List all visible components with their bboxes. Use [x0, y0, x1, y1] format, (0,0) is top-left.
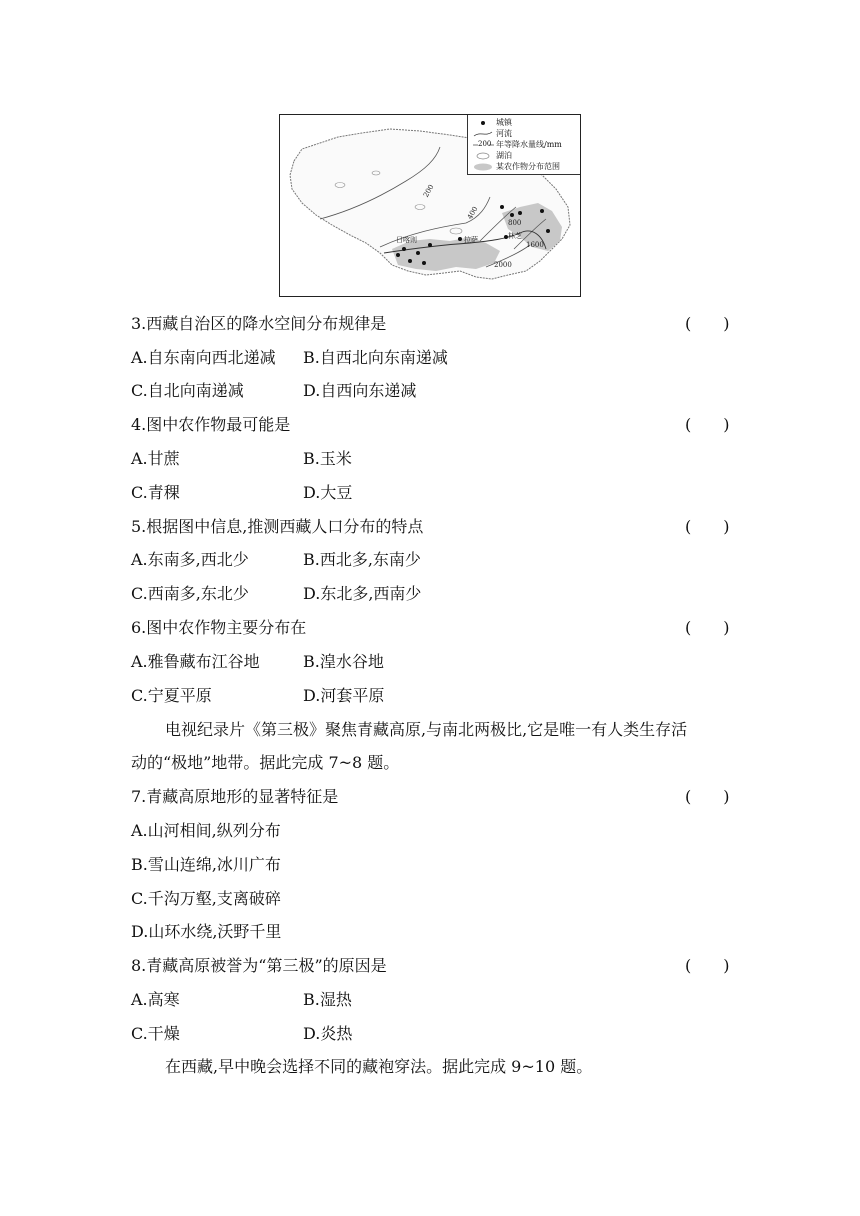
town-dot — [422, 261, 426, 265]
passage-9-10: 在西藏,早中晚会选择不同的藏袍穿法。据此完成 9~10 题。 — [165, 1057, 593, 1076]
legend-label: 湖泊 — [496, 151, 512, 160]
question-stem-8: 8.青藏高原被誉为“第三极”的原因是 — [131, 956, 387, 975]
town-dot — [540, 209, 544, 213]
crop-area-icon — [472, 162, 494, 172]
option-7a: A.山河相间,纵列分布 — [131, 821, 281, 840]
option-7d: D.山环水绕,沃野千里 — [131, 922, 282, 941]
lake-icon — [472, 151, 494, 161]
legend-isoline-value: 200 — [478, 139, 492, 148]
legend-label: 城镇 — [496, 118, 512, 127]
tibet-precipitation-map — [279, 114, 581, 297]
question-stem-5: 5.根据图中信息,推测西藏人口分布的特点 — [131, 517, 424, 536]
answer-paren-5[interactable]: ( ) — [685, 517, 730, 536]
town-dot — [396, 253, 400, 257]
legend-item-isoline — [472, 139, 578, 150]
answer-paren-3[interactable]: ( ) — [685, 314, 730, 333]
map-legend — [467, 115, 580, 175]
legend-item-lake — [472, 150, 578, 161]
answer-paren-6[interactable]: ( ) — [685, 618, 730, 637]
answer-paren-8[interactable]: ( ) — [685, 956, 730, 975]
town-dot — [510, 213, 514, 217]
legend-item-river — [472, 128, 578, 139]
option-6c: C.宁夏平原 — [131, 686, 212, 705]
option-5d: D.东北多,西南少 — [303, 584, 422, 603]
option-8c: C.干燥 — [131, 1024, 180, 1043]
option-8d: D.炎热 — [303, 1024, 353, 1043]
option-6a: A.雅鲁藏布江谷地 — [131, 652, 260, 671]
question-stem-7: 7.青藏高原地形的显著特征是 — [131, 787, 339, 806]
option-6b: B.湟水谷地 — [303, 652, 384, 671]
question-stem-3: 3.西藏自治区的降水空间分布规律是 — [131, 314, 387, 333]
town-dot — [428, 243, 432, 247]
isoline-label-2000: 2000 — [494, 261, 512, 269]
place-label-shigatse: 日喀则 — [396, 236, 417, 244]
isoline-label-200: 200 — [421, 183, 436, 199]
isoline-label-400: 400 — [465, 205, 480, 221]
legend-item-crop — [472, 161, 578, 172]
place-label-nyingchi: 林芝 — [508, 232, 522, 240]
town-dot — [416, 251, 420, 255]
option-6d: D.河套平原 — [303, 686, 385, 705]
town-dot — [546, 229, 550, 233]
legend-label: 年等降水量线/mm — [496, 140, 562, 149]
option-7c: C.千沟万壑,支离破碎 — [131, 889, 281, 908]
legend-label: 河流 — [496, 129, 512, 138]
option-4c: C.青稞 — [131, 483, 180, 502]
legend-item-town — [472, 117, 578, 128]
option-5a: A.东南多,西北少 — [131, 550, 249, 569]
town-dot — [408, 259, 412, 263]
town-dot — [518, 211, 522, 215]
option-3b: B.自西北向东南递减 — [303, 348, 448, 367]
option-4d: D.大豆 — [303, 483, 353, 502]
river-icon — [472, 129, 494, 139]
isoline-icon — [472, 140, 494, 150]
legend-label: 某农作物分布范围 — [496, 162, 560, 171]
town-dot-icon — [472, 118, 494, 128]
option-3c: C.自北向南递减 — [131, 381, 244, 400]
passage-7-8-line1: 电视纪录片《第三极》聚焦青藏高原,与南北两极比,它是唯一有人类生存活 — [165, 720, 688, 739]
option-8a: A.高寒 — [131, 990, 180, 1009]
option-5c: C.西南多,东北少 — [131, 584, 249, 603]
option-4a: A.甘蔗 — [131, 449, 180, 468]
option-4b: B.玉米 — [303, 449, 352, 468]
town-dot — [500, 205, 504, 209]
question-stem-4: 4.图中农作物最可能是 — [131, 415, 291, 434]
option-7b: B.雪山连绵,冰川广布 — [131, 855, 281, 874]
option-5b: B.西北多,东南少 — [303, 550, 421, 569]
option-3d: D.自西向东递减 — [303, 381, 417, 400]
isoline-label-800: 800 — [508, 219, 522, 227]
place-label-lhasa: 拉萨 — [464, 236, 478, 244]
question-stem-6: 6.图中农作物主要分布在 — [131, 618, 307, 637]
passage-7-8-line2: 动的“极地”地带。据此完成 7~8 题。 — [131, 753, 400, 772]
option-8b: B.湿热 — [303, 990, 352, 1009]
town-dot — [402, 247, 406, 251]
town-dot — [458, 237, 462, 241]
answer-paren-4[interactable]: ( ) — [685, 415, 730, 434]
option-3a: A.自东南向西北递减 — [131, 348, 276, 367]
isoline-label-1600: 1600 — [526, 241, 544, 249]
answer-paren-7[interactable]: ( ) — [685, 787, 730, 806]
